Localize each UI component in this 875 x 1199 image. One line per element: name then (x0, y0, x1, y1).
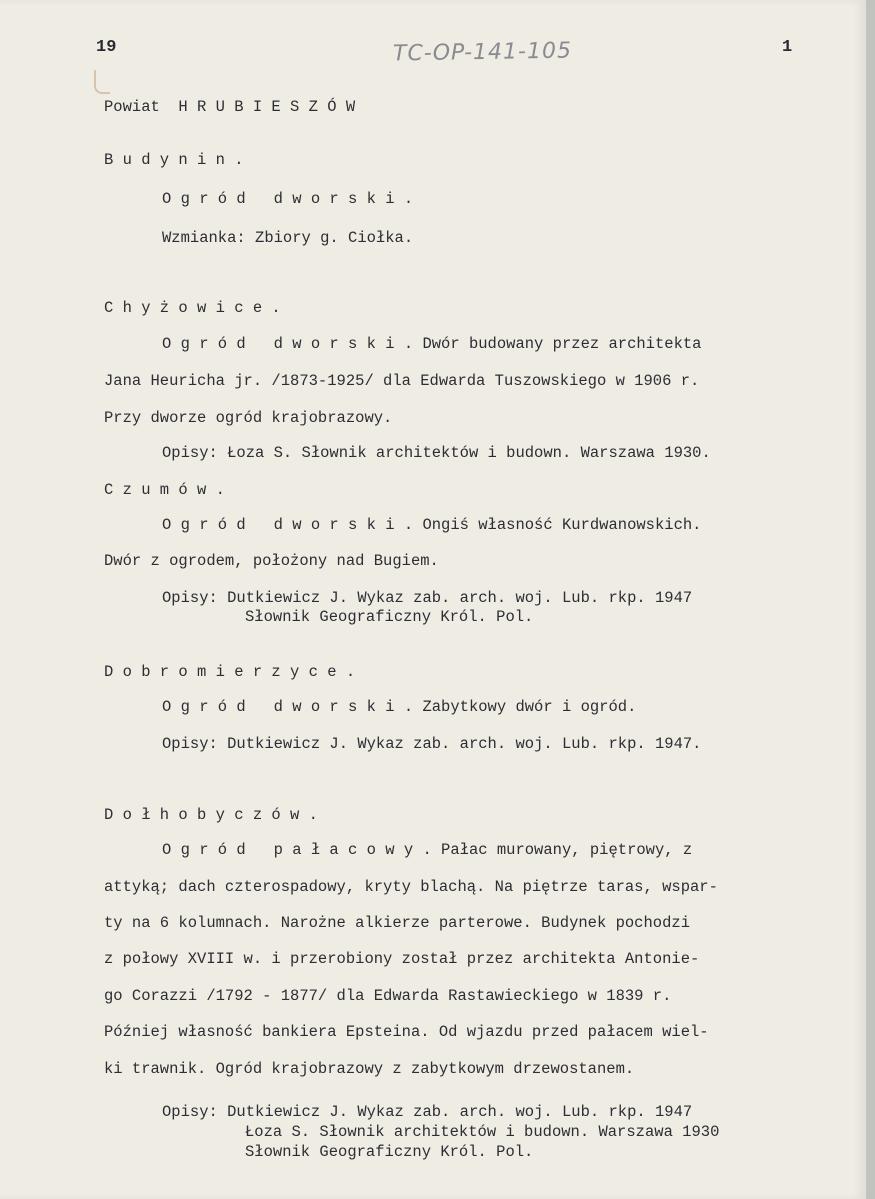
entry-text-line: Później własność bankiera Epsteina. Od wjazdu przed pałacem wiel- (104, 1023, 709, 1041)
entry-sources: Opisy: Dutkiewicz J. Wykaz zab. arch. woj. Lub. rkp. 1947 (162, 1103, 693, 1121)
entry-title-chyzowice: C h y ż o w i c e . (104, 299, 281, 317)
entry-sources-cont: Słownik Geograficzny Król. Pol. (245, 608, 534, 626)
pencil-mark (94, 70, 110, 94)
entry-title-budynin: B u d y n i n . (104, 151, 244, 169)
entry-title-dolhobyczow: D o ł h o b y c z ó w . (104, 806, 318, 824)
entry-sources: Opisy: Łoza S. Słownik architektów i budown. Warszawa 1930. (162, 444, 711, 462)
entry-title-czumow: C z u m ó w . (104, 481, 225, 499)
entry-text-line: O g r ó d p a ł a c o w y . Pałac murowany, piętrowy, z (162, 841, 693, 859)
page-number-right: 1 (782, 38, 793, 57)
entry-sources-cont: Słownik Geograficzny Król. Pol. (245, 1143, 534, 1161)
entry-sources: Opisy: Dutkiewicz J. Wykaz zab. arch. woj. Lub. rkp. 1947 (162, 589, 693, 607)
entry-text-line: O g r ó d d w o r s k i . Zabytkowy dwór i ogród. (162, 698, 637, 716)
entry-text-line: go Corazzi /1792 - 1877/ dla Edwarda Rastawieckiego w 1839 r. (104, 987, 672, 1005)
entry-text-line: Dwór z ogrodem, położony nad Bugiem. (104, 552, 439, 570)
entry-text-line: ty na 6 kolumnach. Narożne alkierze parterowe. Budynek pochodzi (104, 914, 690, 932)
entry-text-line: O g r ó d d w o r s k i . Ongiś własność Kurdwanowskich. (162, 516, 702, 534)
entry-text-line: ki trawnik. Ogród krajobrazowy z zabytkowym drzewostanem. (104, 1060, 635, 1078)
entry-title-dobromierzyce: D o b r o m i e r z y c e . (104, 663, 356, 681)
page-edge (866, 0, 875, 1199)
handwritten-signature: TC-OP-141-105 (392, 38, 573, 67)
entry-mention: Wzmianka: Zbiory g. Ciołka. (162, 229, 414, 247)
entry-garden-type: O g r ó d d w o r s k i . (162, 190, 414, 208)
entry-sources: Opisy: Dutkiewicz J. Wykaz zab. arch. woj. Lub. rkp. 1947. (162, 735, 702, 753)
entry-text-line: Jana Heuricha jr. /1873-1925/ dla Edwarda Tuszowskiego w 1906 r. (104, 372, 700, 390)
county-heading: Powiat H R U B I E S Z Ó W (104, 98, 356, 116)
entry-text-line: z połowy XVIII w. i przerobiony został przez architekta Antonie- (104, 950, 700, 968)
page-number-left: 19 (96, 38, 117, 57)
entry-text-line: O g r ó d d w o r s k i . Dwór budowany przez architekta (162, 335, 702, 353)
entry-text-line: Przy dworze ogród krajobrazowy. (104, 409, 393, 427)
entry-text-line: attyką; dach czterospadowy, kryty blachą. Na piętrze taras, wspar- (104, 878, 718, 896)
entry-sources-cont: Łoza S. Słownik architektów i budown. Warszawa 1930 (245, 1123, 720, 1141)
